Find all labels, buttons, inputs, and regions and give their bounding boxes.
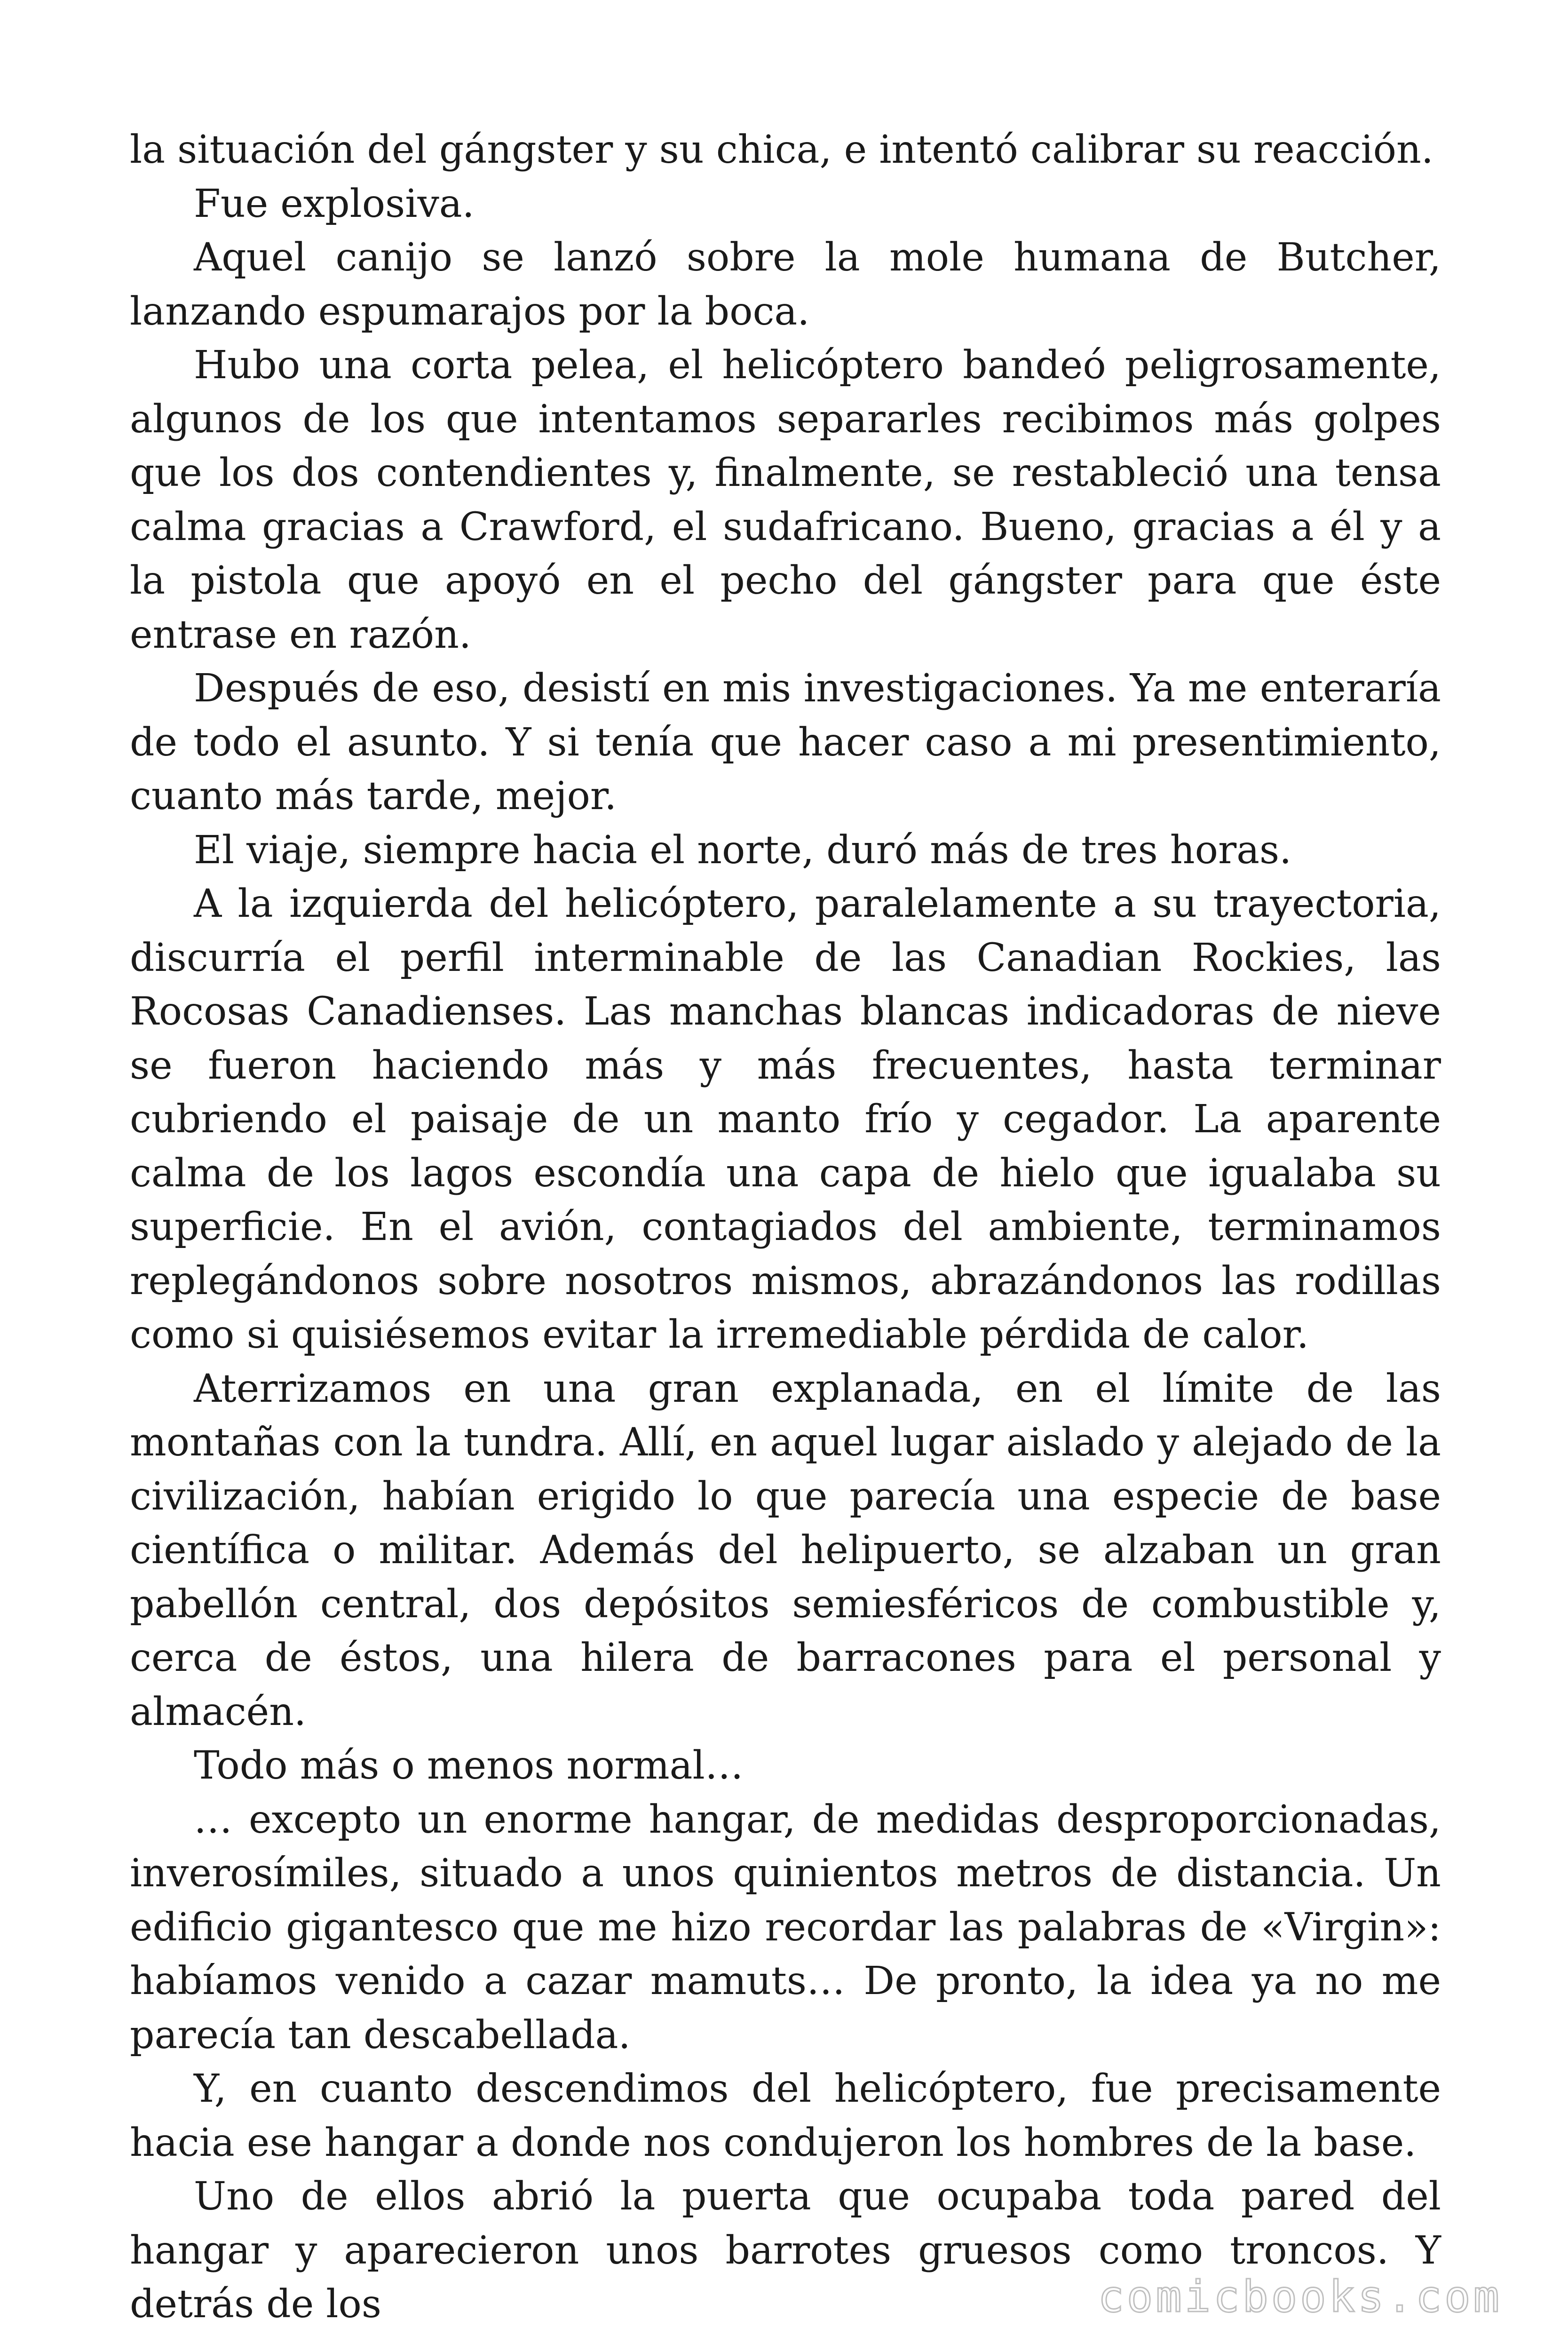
body-text (130, 123, 1441, 2332)
paragraph: Fue explosiva. (194, 181, 475, 226)
paragraph: Y, en cuanto descendimos del helicóptero, fue precisamente hacia ese hangar a donde nos condujeron los hombres de la base. (130, 2066, 1441, 2165)
paragraph: Aquel canijo se lanzó sobre la mole humana de Butcher, lanzando espumarajos por la boca. (130, 235, 1441, 334)
paragraph-last: Uno de ellos abrió la puerta que ocupaba toda pared del hangar y aparecieron unos barrotes gruesos como troncos. Y detrás de los (130, 2174, 1441, 2327)
paragraph-continued: la situación del gángster y su chica, e intentó calibrar su reacción. (130, 127, 1433, 172)
paragraph: Hubo una corta pelea, el helicóptero bandeó peligrosamente, algunos de los que intentamos separarles recibimos más golpes que los dos contendientes y, finalmente, se restableció una tensa calma gracias a Crawford, el sudafricano. Bueno, gracias a él y a la pistola que apoyó en el pecho del gángster para que éste entrase en razón. (130, 343, 1441, 657)
paragraph: Aterrizamos en una gran explanada, en el límite de las montañas con la tundra. Allí, en aquel lugar aislado y alejado de la civilización, habían erigido lo que parecía una especie de base científica o militar. Además del helipuerto, se alzaban un gran pabellón central, dos depósitos semiesféricos de combustible y, cerca de éstos, una hilera de barracones para el personal y almacén. (130, 1366, 1441, 1734)
watermark: comicbooks.com (1098, 2272, 1502, 2322)
paragraph: A la izquierda del helicóptero, paralelamente a su trayectoria, discurría el perfil interminable de las Canadian Rockies, las Rocosas Canadienses. Las manchas blancas indicadoras de nieve se fueron haciendo más y más frecuentes, hasta terminar cubriendo el paisaje de un manto frío y cegador. La aparente calma de los lagos escondía una capa de hielo que igualaba su superficie. En el avión, contagiados del ambiente, terminamos replegándonos sobre nosotros mismos, abrazándonos las rodillas como si quisiésemos evitar la irremediable pérdida de calor. (130, 882, 1441, 1357)
paragraph: Después de eso, desistí en mis investigaciones. Ya me enteraría de todo el asunto. Y si tenía que hacer caso a mi presentimiento, cuanto más tarde, mejor. (130, 666, 1441, 818)
paragraph: Todo más o menos normal… (194, 1743, 744, 1788)
paragraph: … excepto un enorme hangar, de medidas desproporcionadas, inverosímiles, situado a unos quinientos metros de distancia. Un edificio gigantesco que me hizo recordar las palabras de «Virgin»: habíamos venido a cazar mamuts… De pronto, la idea ya no me parecía tan descabellada. (130, 1797, 1441, 2058)
paragraph: El viaje, siempre hacia el norte, duró más de tres horas. (194, 827, 1292, 873)
